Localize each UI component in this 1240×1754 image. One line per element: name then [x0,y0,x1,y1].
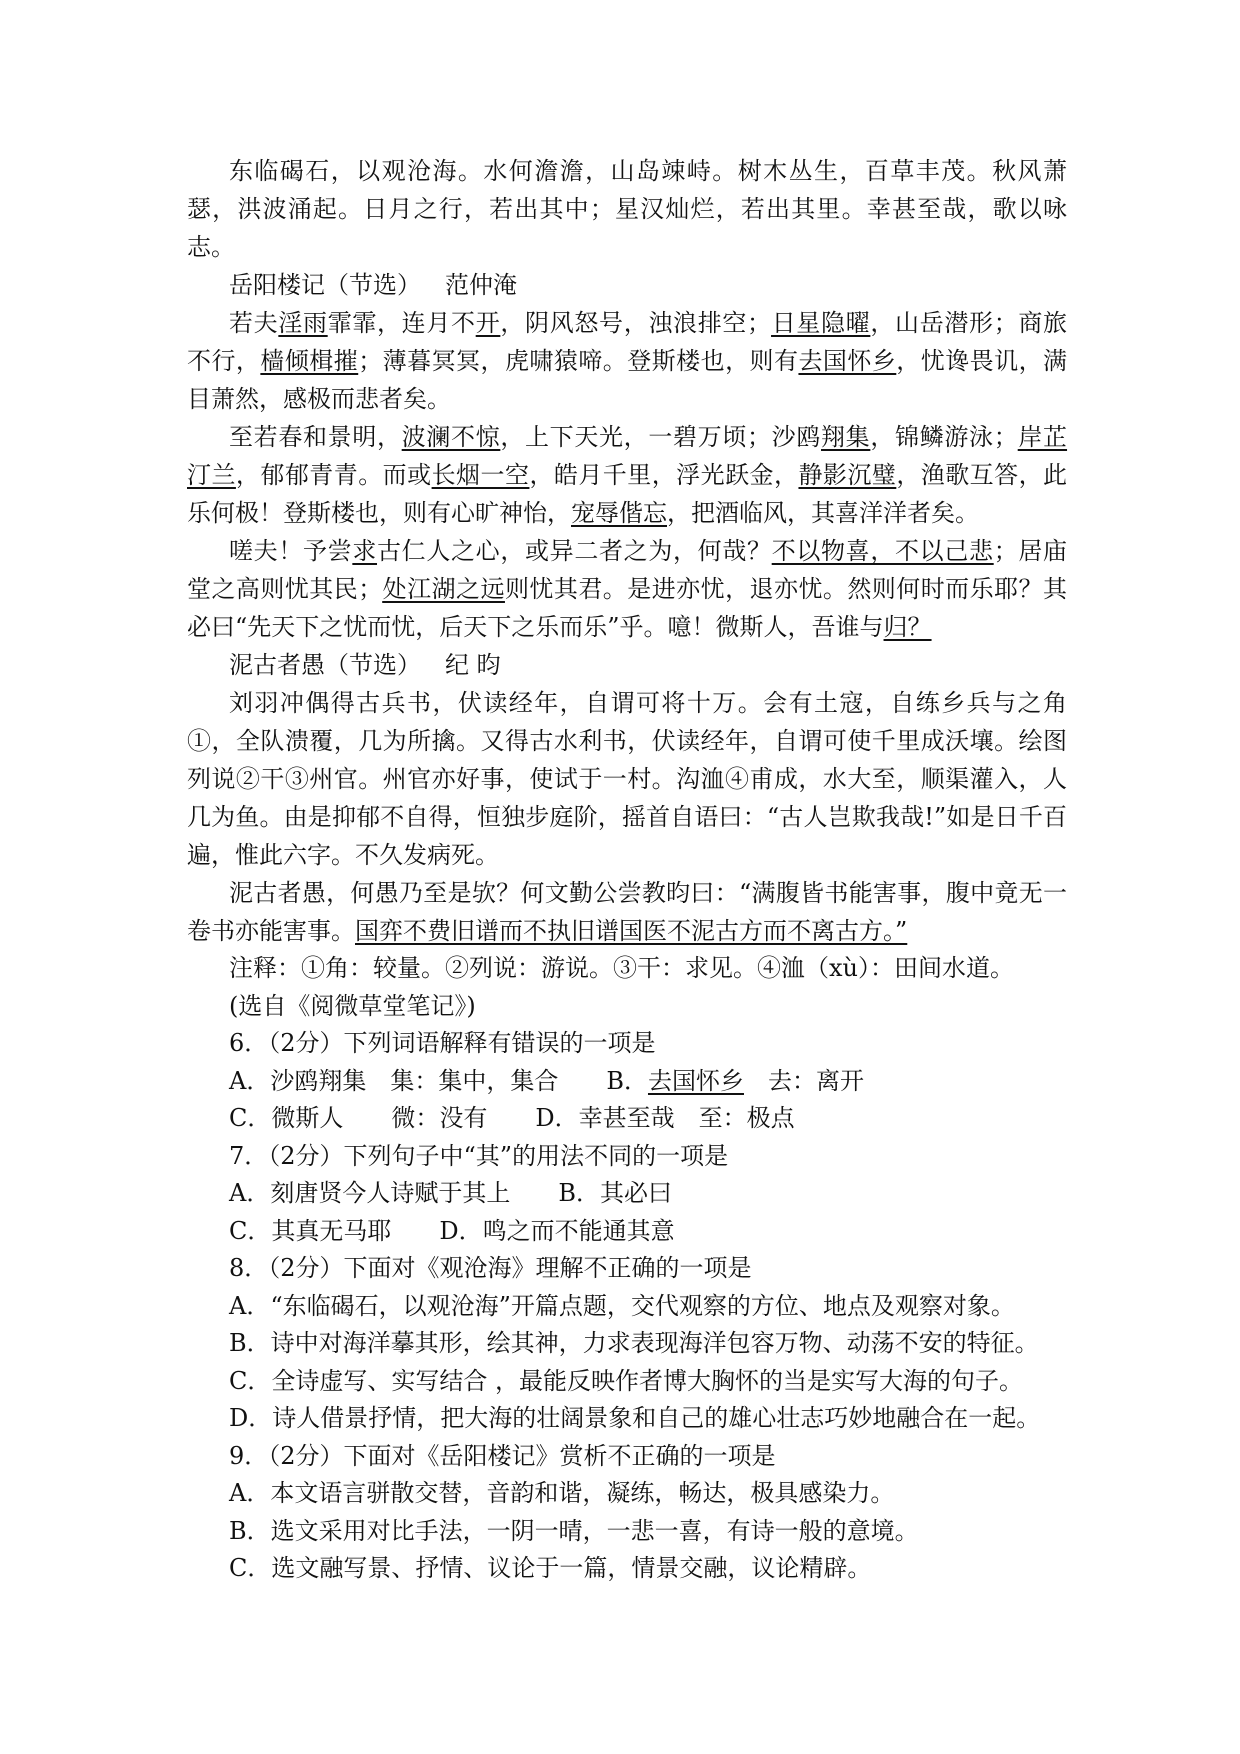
segment-text: 古仁人之心，或异二者之为，何哉？ [377,537,772,565]
nigu-paragraph-1: 刘羽冲偶得古兵书，伏读经年，自谓可将十万。会有土寇，自练乡兵与之角①，全队溃覆，几为所擒。又得古水利书，伏读经年，自谓可使千里成沃壤。绘图列说②干③州官。州官亦好事，使试于一村。沟洫④甫成，水大至，顺渠灌入，人几为鱼。由是抑郁不自得，恒独步庭阶，摇首自语曰：“古人岂欺我哉!”如是日千百遍，惟此六字。不久发病死。 [187,689,1067,869]
poem-guancanghai: 东临碣石，以观沧海。水何澹澹，山岛竦峙。树木丛生，百草丰茂。秋风萧瑟，洪波涌起。日月之行，若出其中；星汉灿烂，若出其里。幸甚至哉，歌以咏志。 [187,157,1067,261]
segment-underlined: 宠辱偕忘 [571,499,667,527]
segment-text: ，山岳潜形；商旅不行， [187,309,1068,375]
nigu-paragraph-2 [187,874,1067,950]
question-option: B．选文采用对比手法，一阴一晴，一悲一喜，有诗一般的意境。 [229,1516,919,1545]
question-option: B．诗中对海洋摹其形，绘其神，力求表现海洋包容万物、动荡不安的特征。 [229,1329,1039,1357]
option-text: A．沙鸥翔集 集：集中，集合 [229,1066,559,1095]
segment-underlined: 去国怀乡 [798,347,897,375]
question-options-row [187,1175,1067,1213]
question-options-row [187,1213,1067,1251]
segment-text: ，忧谗畏讥，满目萧然，感极而悲者矣。 [187,347,1068,413]
question-option [229,1063,558,1101]
segment-underlined: 归？ [883,613,932,641]
segment-underlined: 长烟一空 [431,461,530,489]
option-underlined: 去国怀乡 [647,1066,744,1095]
segment-underlined: 求 [352,537,378,565]
question-option: A．“东临碣石，以观沧海”开篇点题，交代观察的方位、地点及观察对象。 [229,1291,1015,1320]
yueyanglou-author: 范仲淹 [445,271,517,299]
segment-text: ，锦鳞游泳； [870,423,1018,451]
segment-text: 至若春和景明， [229,423,402,451]
question-options-row [187,1063,1067,1101]
segment-underlined: 静影沉璧 [798,461,897,489]
segment-text: ，渔歌互答，此乐何极！登斯楼也，则有心旷神怡， [187,461,1068,527]
option-text: B． [606,1066,648,1095]
segment-text: 若夫 [229,309,279,337]
yueyanglou-title: 岳阳楼记（节选） [229,271,421,299]
option-text: D．幸甚至哉 至：极点 [535,1104,795,1132]
yueyanglou-paragraph-3 [187,532,1067,646]
segment-text: 则忧其君。是进亦忧，退亦忧。然则何时而乐耶？其必曰“先天下之忧而忧，后天下之乐而乐”乎。噫！微斯人，吾谁与 [187,575,1068,641]
question-option [535,1100,794,1138]
nigu-paragraph-2-text: 泥古者愚，何愚乃至是欤？何文勤公尝教昀曰：“满腹皆书能害事，腹中竟无一卷书亦能害事。 [187,879,1067,945]
question-option [229,1213,391,1251]
option-text: A．刻唐贤今人诗赋于其上 [229,1179,511,1207]
nigu-source: (选自《阅微草堂笔记》) [229,991,476,1020]
question-option: C．选文融写景、抒情、议论于一篇，情景交融，议论精辟。 [229,1554,872,1582]
yueyanglou-paragraph-2 [187,418,1067,532]
nigu-title: 泥古者愚（节选） [229,651,421,679]
nigu-heading [187,646,1067,684]
yueyanglou-paragraph-1 [187,304,1067,418]
question-option: C．全诗虚写、实写结合 ，最能反映作者博大胸怀的当是实写大海的句子。 [229,1366,1023,1395]
segment-text: ，皓月千里，浮光跃金， [529,461,799,489]
segment-text: ；居庙堂之高则忧其民； [187,537,1068,603]
option-text: 去：离开 [743,1066,864,1095]
question-option [229,1175,510,1213]
question-option: A．本文语言骈散交替，音韵和谐，凝练，畅达，极具感染力。 [229,1479,895,1507]
yueyanglou-heading [187,266,1067,304]
segment-underlined: 不以物喜，不以己悲 [771,537,994,565]
question-option [558,1175,672,1213]
nigu-paragraph-2-underlined: 国弈不费旧谱而不执旧谱国医不泥古方而不离古方。” [355,917,908,945]
question-option: D．诗人借景抒情，把大海的壮阔景象和自己的雄心壮志巧妙地融合在一起。 [229,1404,1041,1432]
segment-text: 嗟夫！予尝 [229,537,353,565]
segment-text: ，上下天光，一碧万顷；沙鸥 [500,423,822,451]
question-option [439,1213,674,1251]
segment-underlined: 波澜不惊 [401,423,501,451]
nigu-notes: 注释：①角：较量。②列说：游说。③干：求见。④洫（xù）：田间水道。 [229,954,1014,982]
segment-text: ，阴风怒号，浊浪排空； [500,309,772,337]
segment-text: ，郁郁青青。而或 [235,461,432,489]
option-text: B．其必曰 [558,1179,672,1207]
document-page [187,152,1067,1588]
question-option [606,1063,864,1101]
segment-text: ，把酒临风，其喜洋洋者矣。 [667,499,979,527]
questions-section [187,1025,1067,1588]
question-stem: 6．（2分）下列词语解释有错误的一项是 [229,1029,656,1057]
segment-underlined: 岸芷汀兰 [187,423,1068,489]
segment-underlined: 开 [475,309,501,337]
nigu-author: 纪 昀 [445,651,501,679]
question-stem: 8．（2分）下面对《观沧海》理解不正确的一项是 [229,1254,752,1282]
segment-underlined: 处江湖之远 [382,575,505,603]
segment-underlined: 樯倾楫摧 [260,347,359,375]
question-option [229,1100,487,1138]
segment-text: 霏霏，连月不 [327,309,476,337]
segment-underlined: 淫雨 [278,309,328,337]
segment-underlined: 日星隐曜 [771,309,871,337]
question-options-row [187,1100,1067,1138]
segment-underlined: 翔集 [821,423,871,451]
option-text: D．鸣之而不能通其意 [439,1216,675,1245]
question-stem: 9．（2分）下面对《岳阳楼记》赏析不正确的一项是 [229,1441,776,1470]
option-text: C．其真无马耶 [229,1216,392,1245]
segment-text: ；薄暮冥冥，虎啸猿啼。登斯楼也，则有 [358,347,799,375]
question-stem: 7．（2分）下列句子中“其”的用法不同的一项是 [229,1141,729,1170]
option-text: C．微斯人 微：没有 [229,1104,488,1132]
